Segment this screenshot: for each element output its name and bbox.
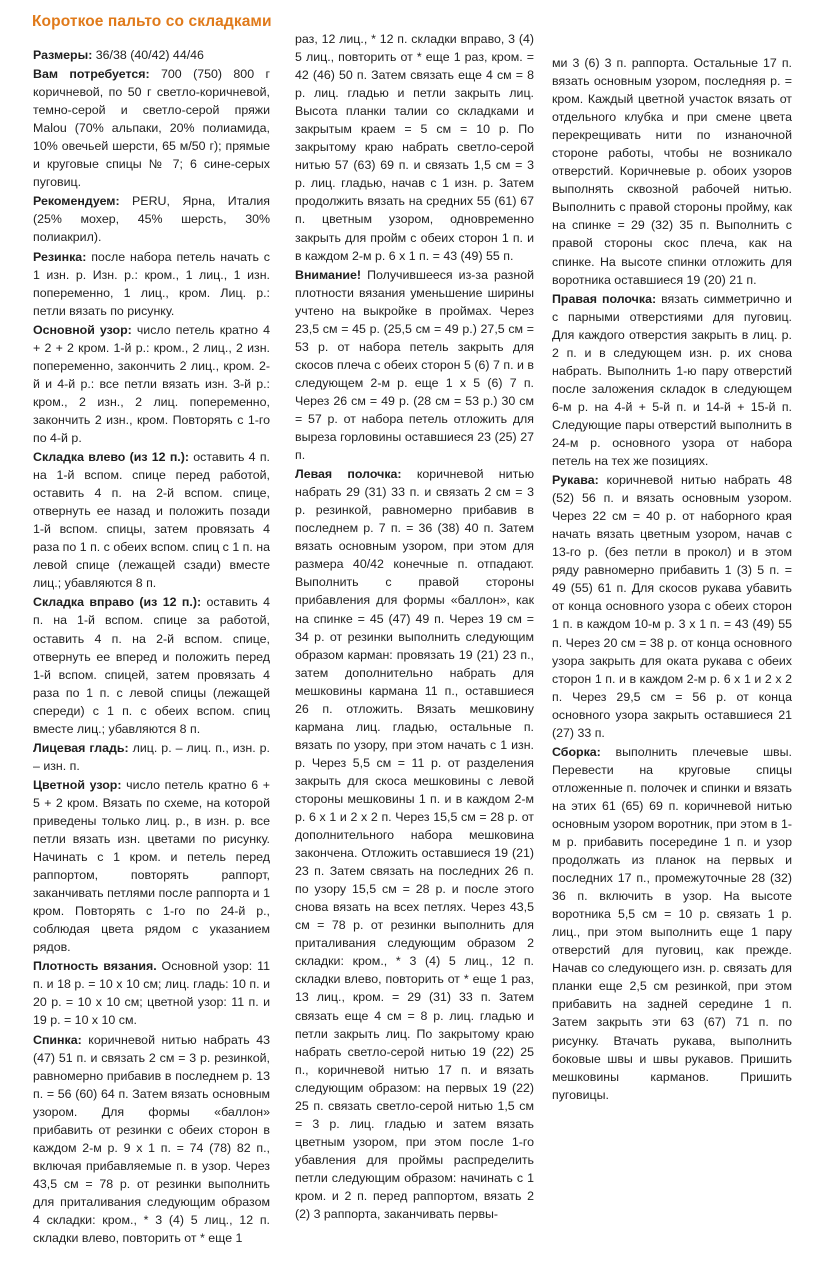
section-heading: Плотность вязания. [33, 959, 157, 974]
section-heading: Лицевая гладь: [33, 740, 129, 755]
paragraph-text: после набора петель начать с 1 изн. р. Изн. р.: кром., 1 лиц., 1 изн. попеременно, 1 лиц., кром. Лиц. р.: петли вязать по рисунку. [33, 249, 270, 318]
text-column-2 [295, 30, 534, 1223]
section-heading: Рекомендуем: [33, 194, 120, 209]
section-heading: Рукава: [552, 473, 599, 488]
section-heading: Основной узор: [33, 322, 132, 337]
section-heading: Резинка: [33, 249, 87, 264]
paragraph-text: лиц. р. – лиц. п., изн. р. – изн. п. [33, 740, 270, 773]
paragraph [33, 957, 270, 1029]
section-heading: Складка вправо (из 12 п.): [33, 595, 202, 610]
paragraph [552, 743, 792, 1104]
section-heading: Левая полочка: [295, 467, 402, 482]
paragraph-text: коричневой нитью набрать 29 (31) 33 п. и связать 2 см = 3 р. резинкой, равномерно прибавив в последнем р. 7 п. = 36 (38) 40 п. Затем вязать основным узором, при этом для размера 40/42 конечные п. отпадают. Выполнить с правой стороны прибавления для формы «баллон», как на спинке = 45 (47) 49 п. Через 19 см = 34 р. от резинки выполнить следующим образом карман: провязать 19 (21) 23 п., затем дополнительно набрать для мешковины кармана 11 п., оставшиеся 26 п. отложить. Вязать мешковину кармана лиц. гладью, остальные п. вязать по узору, при этом начать с 1 изн. р. Через 5,5 см = 11 р. от разделения закрыть для скоса мешковины с левой стороны мешковины 1 п. и в каждом 2-м р. 6 х 1 и 2 х 2 п. Через 15,5 см = 28 р. от дополнительного набора мешковина закончена. Отложить оставшиеся 19 (21) 23 п. Затем связать на последних 26 п. по узору 15,5 см = 28 р. и после этого снова вязать на всех петлях. Через 43,5 см = 78 р. от резинки выполнить для приталивания следующим образом 2 складки: кром., * 3 (4) 5 лиц., 12 п. складки влево, повторить от * еще 1 раз, 13 лиц., кром. = 29 (31) 33 п. Затем связать еще 4 см = 8 р. лиц. гладью и петли закрыть лиц. По закрытому краю набрать светло-серой нитью 19 (22) 25 п., коричневой нитью 17 п. и вязать следующим образом: на первых 19 (22) 25 п. связать светло-серой нитью 1,5 см = 3 р. лиц. гладью и затем вязать цветным узором, при этом после 1-го убавления для проймы распределить петли следующим образом: начинать с 1 кром. и 2 п. перед раппортом, вязать 2 (2) 3 раппорта, заканчивать первы- [295, 467, 534, 1222]
paragraph-text: число петель кратно 4 + 2 + 2 кром. 1-й р.: кром., 2 лиц., 2 изн. попеременно, закончить 2 лиц., кром. 2-й и 4-й р.: все петли вязать изн. 3-й р.: кром., 2 изн., 2 лиц. попеременно, закончить 2 изн., кром. Повторять с 1-го по 4-й р. [33, 322, 270, 445]
paragraph [33, 1031, 270, 1248]
section-heading: Размеры: [33, 48, 93, 62]
paragraph [295, 266, 534, 465]
paragraph-text: вязать симметрично и с парными отверстиями для пуговиц. Для каждого отверстия закрыть в лиц. р. 2 п. и в следующем изн. р. их снова набрать. Выполнить 1-ю пару отверстий после заложения складок в следующем 6-м р. на 4-й + 5-й п. и 14-й + 15-й п. Следующие пары отверстий выполнить в 24-м р. основного узора от набора петель на тех же позициях. [552, 291, 792, 469]
paragraph-text: оставить 4 п. на 1-й вспом. спице за работой, оставить 4 п. на 2-й вспом. спице, отвернуть ее вперед и положить перед 1-й вспом. спицей, затем провязать 4 раза по 1 п. с левой спицы (лежащей спереди) с 1 п. с обеих вспом. спиц вместе лиц.; убавляются 8 п. [33, 595, 270, 736]
paragraph [33, 448, 270, 592]
section-heading: Вам потребуется: [33, 67, 150, 82]
text-column-3 [552, 54, 792, 1104]
section-heading: Спинка: [33, 1032, 82, 1047]
paragraph [33, 65, 270, 191]
paragraph [33, 248, 270, 320]
text-column-1 [33, 46, 270, 1247]
paragraph [33, 739, 270, 775]
paragraph-text: 36/38 (40/42) 44/46 [92, 48, 204, 62]
paragraph [552, 290, 792, 470]
paragraph-text: Основной узор: 11 п. и 18 р. = 10 х 10 см; лиц. гладь: 10 п. и 20 р. = 10 х 10 см; цветной узор: 11 п. и 19 р. = 10 х 10 см. [33, 959, 270, 1028]
paragraph [33, 593, 270, 737]
paragraph [33, 192, 270, 246]
paragraph-text: число петель кратно 6 + 5 + 2 кром. Вязать по схеме, на которой приведены только лиц. р., в изн. р. все петли вязать изн. цветами по рисунку. Начинать с 1 кром. и петель перед раппортом, повторять раппорт, заканчивать петлями после раппорта и 1 кром. Повторять с 1-го по 24-й р., соблюдая цвета рядом с указанием рядов. [33, 777, 270, 955]
paragraph [33, 776, 270, 956]
paragraph [295, 30, 534, 265]
paragraph-text: Получившееся из-за разной плотности вязания уменьшение ширины учтено на выкройке в проймах. Через 23,5 см = 45 р. (25,5 см = 49 р.) 27,5 см = 53 р. от набора петель закрыть для скосов плеча с обеих сторон 5 (6) 7 п. и в следующем 2-м р. еще 1 х 5 (6) 7 п. Через 26 см = 49 р. (28 см = 53 р.) 30 см = 57 р. от набора петель отложить для выреза горловины оставшиеся 23 (25) 27 п. [295, 267, 534, 463]
paragraph-text: ми 3 (6) 3 п. раппорта. Остальные 17 п. вязать основным узором, последняя р. = кром. Каждый цветной участок вязать от отдельного клубка и при смене цвета перекрещивать нити по изнаночной стороне работы, чтобы не возникало отверстий. Коричневые р. обоих узоров выполнять сквозной рабочей нитью. Выполнить с правой стороны пройму, как на спинке = 29 (32) 35 п. Выполнить с правой стороны скос плеча, как на спинке. На высоте спинки отложить для воротника оставшиеся 19 (20) 21 п. [552, 56, 792, 287]
page-title: Короткое пальто со складками [32, 13, 272, 30]
paragraph [295, 465, 534, 1223]
paragraph-text: выполнить плечевые швы. Перевести на круговые спицы отложенные п. полочек и спинки и вязать на этих 61 (65) 69 п. коричневой нитью основным узором воротник, при этом в 1-м р. прибавить посередине 1 п. и узор продолжать из планок на первых и последних 17 п., промежуточные 28 (32) 36 п. включить в узор. На высоте воротника 5,5 см = 10 р. связать 1 р. лиц., при этом выполнить еще 1 пару отверстий для пуговиц, как прежде. Начав со следующего изн. р. связать для планки еще 2,5 см резинкой, при этом прибавить на задней середине 1 п. Затем закрыть эти 63 (67) 71 п. по рисунку. Втачать рукава, выполнить боковые швы и швы рукавов. Пришить мешковины карманов. Пришить пуговицы. [552, 744, 792, 1102]
paragraph [33, 46, 270, 64]
paragraph [33, 321, 270, 447]
section-heading: Правая полочка: [552, 291, 657, 306]
paragraph-text: коричневой нитью набрать 48 (52) 56 п. и вязать основным узором. Через 22 см = 40 р. от наборного края начать вязать цветным узором, начав с 13-го р. (без петли в прокол) и в этом ряду равномерно прибавить 1 (3) 5 п. = 49 (55) 61 п. Для скосов рукава убавить от конца основного узора с обеих сторон 1 п. в каждом 10-м р. 3 х 1 п. = 43 (49) 55 п. Через 20 см = 38 р. от конца основного узора закрыть для оката рукава с обеих сторон 1 п. и в каждом 2-м р. 6 х 1 и 2 х 2 п. Через 29,5 см = 56 р. от конца основного узора закрыть оставшиеся 21 (27) 33 п. [552, 473, 792, 740]
section-heading: Сборка: [552, 744, 601, 759]
section-heading: Складка влево (из 12 п.): [33, 450, 190, 465]
paragraph-text: коричневой нитью набрать 43 (47) 51 п. и связать 2 см = 3 р. резинкой, равномерно прибавив в последнем р. 13 п. = 56 (60) 64 п. Затем вязать основным узором. Для формы «баллон» прибавить от резинки с обеих сторон в каждом 2-м р. 9 х 1 п. = 74 (78) 82 п., включая прибавляемые п. в узор. Через 43,5 см = 78 р. от резинки выполнить для приталивания следующим образом 4 складки: кром., * 3 (4) 5 лиц., 12 п. складки влево, повторить от * еще 1 [33, 1032, 270, 1246]
paragraph [552, 471, 792, 742]
paragraph-text: 700 (750) 800 г коричневой, по 50 г светло-коричневой, темно-серой и светло-серой пряжи Malou (70% альпаки, 20% полиамида, 10% овечьей шерсти, 65 м/50 г); прямые и круговые спицы № 7; 6 сине-серых пуговиц. [33, 67, 271, 190]
paragraph-text: раз, 12 лиц., * 12 п. складки вправо, 3 (4) 5 лиц., повторить от * еще 1 раз, кром. = 42 (46) 50 п. Затем связать еще 4 см = 8 р. лиц. гладью и петли закрыть лиц. Высота планки талии со складками и закрытым краем = 5 см = 10 р. По закрытому краю набрать светло-серой нитью 57 (63) 69 п. и связать 1,5 см = 3 р. лиц. гладью, начав с 1 изн. р. Затем продолжить вязать на средних 55 (61) 67 п. цветным узором, одновременно закрыть для пройм с обеих сторон 1 п. и в каждом 2-м р. 6 х 1 п. = 43 (49) 55 п. [295, 32, 534, 263]
paragraph-text: PERU, Ярна, Италия (25% мохер, 45% шерсть, 30% полиакрил). [33, 194, 270, 245]
section-heading: Цветной узор: [33, 777, 122, 792]
paragraph-text: оставить 4 п. на 1-й вспом. спице перед работой, оставить 4 п. на 2-й вспом. спице, отвернуть ее назад и положить позади 1-й вспом. спицы, затем провязать 4 раза по 1 п. с обеих вспом. спиц с 1 п. на левой спице (лежащей сзади) вместе лиц.; убавляются 8 п. [33, 450, 270, 591]
section-heading: Внимание! [295, 267, 362, 282]
paragraph [552, 54, 792, 289]
